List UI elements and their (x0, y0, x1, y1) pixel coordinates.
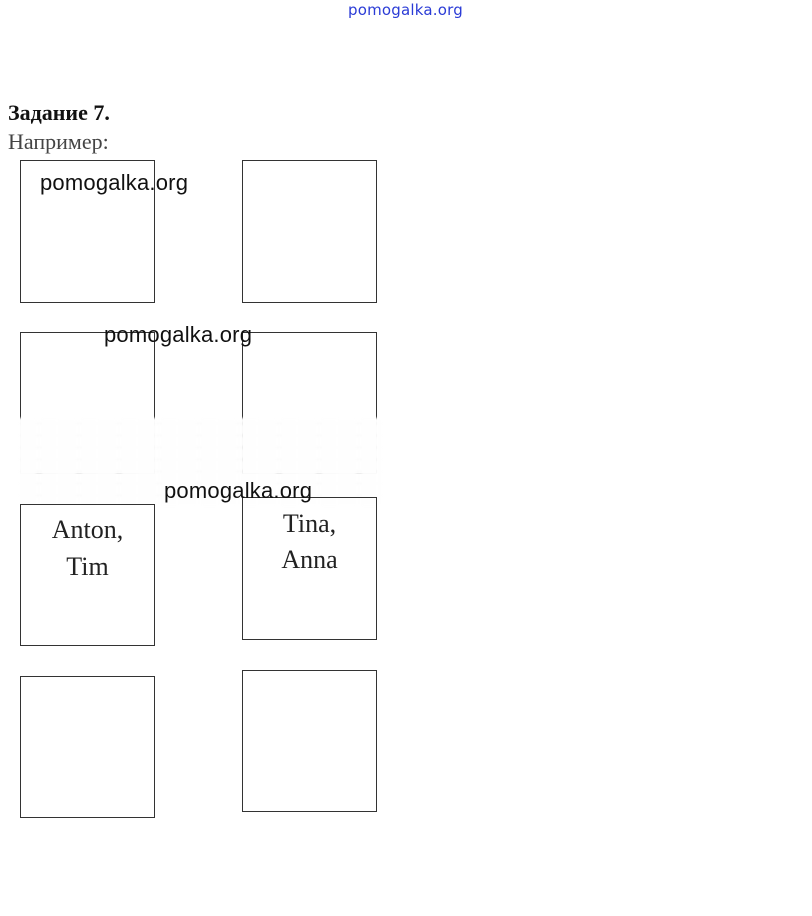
answer-box-6-line1: Tina, (282, 509, 337, 538)
site-link[interactable]: pomogalka.org (348, 1, 463, 19)
task-title: Задание 7. (8, 100, 110, 125)
watermark-1: pomogalka.org (40, 170, 189, 195)
answer-box-6-line2: Anna (281, 545, 338, 574)
watermark-3: pomogalka.org (164, 478, 313, 503)
watermark-2: pomogalka.org (104, 322, 253, 347)
answer-box-2 (242, 160, 377, 303)
answer-box-5 (20, 504, 155, 646)
answer-box-5-line1: Anton, (51, 515, 124, 544)
task-subtitle: Например: (8, 129, 109, 154)
answer-box-8 (242, 670, 377, 812)
answer-box-5-line2: Tim (66, 552, 109, 581)
answer-box-7 (20, 676, 155, 818)
answer-box-6 (242, 497, 377, 640)
